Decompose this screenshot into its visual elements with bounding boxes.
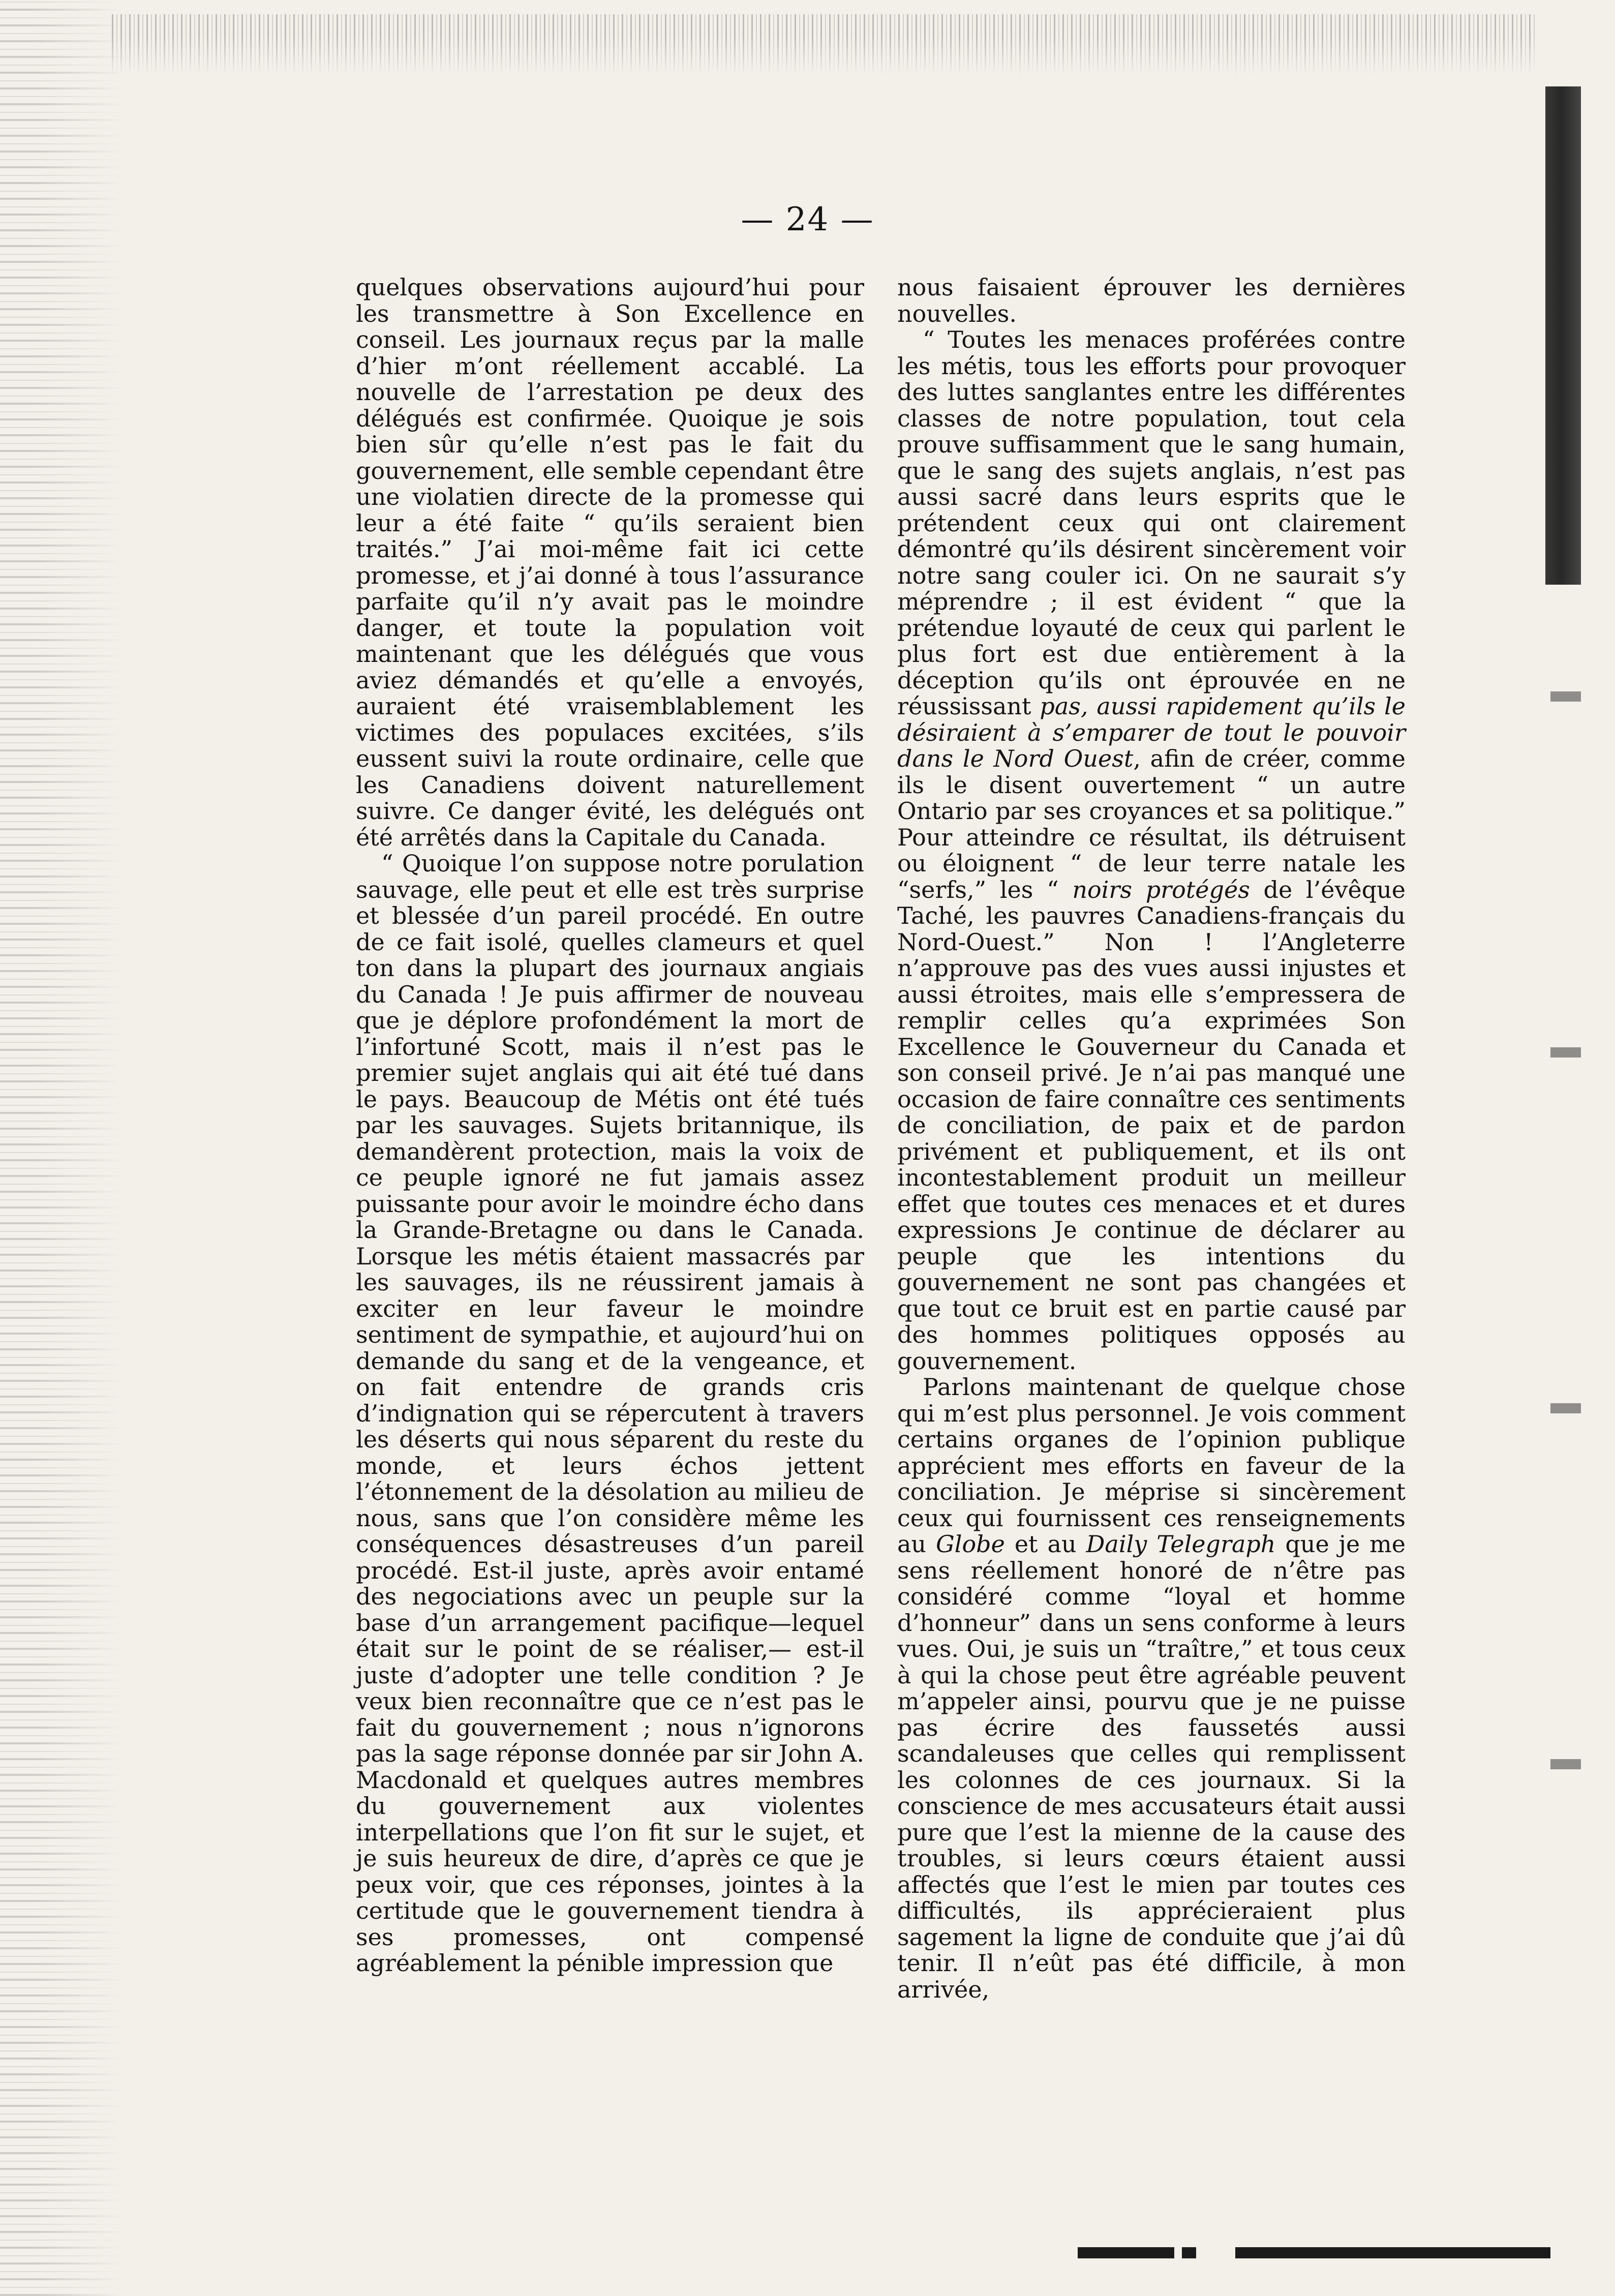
scan-noise-top: [112, 14, 1535, 75]
text-run: “ Toutes les menaces proférées contre les métis, tous les efforts pour provoquer des luttes sanglantes entre les différentes classes de notre population, tout cela prouve suffisamment que le sang humain, que le sang des sujets anglais, n’est pas aussi sacré dans leurs esprits que le prétendent ceux qui ont clairement démontré qu’ils désirent sincèrement voir notre sang couler ici. On ne saurait s’y méprendre ; il est évident “ que la prétendue loyauté de ceux qui parlent le plus fort est due entièrement à la déception qu’ils ont éprouvée en ne réussissant: [897, 326, 1406, 720]
text-run: de l’évêque Taché, les pauvres Canadiens-français du Nord-Ouest.” Non ! l’Angleterre n’approuve pas des vues aussi injustes et aussi étroites, mais elle s’empressera de remplir celles qu’a exprimées Son Excellence le Gouverneur du Canada et son conseil privé. Je n’ai pas manqué une occasion de faire connaître ces sentiments de conciliation, de paix et de pardon privément et publiquement, et ils ont incontestablement produit un meilleur effet que toutes ces menaces et et dures expressions Je continue de déclarer au peuple que les intentions du gouvernement ne sont pas changées et que tout ce bruit est en partie causé par des hommes politiques opposés au gouvernement.: [897, 875, 1406, 1375]
text-column-left: [356, 275, 864, 1977]
text-run: “ Quoique l’on suppose notre porulation sauvage, elle peut et elle est très surprise et blessée d’un pareil procédé. En outre de ce fait isolé, quelles clameurs et quel ton dans la plupart des journaux angiais du Canada ! Je puis affirmer de nouveau que je déplore profondément la mort de l’infortuné Scott, mais il n’est pas le premier sujet anglais qui ait été tué dans le pays. Beaucoup de Métis ont été tués par les sauvages. Sujets britannique, ils demandèrent protection, mais la voix de ce peuple ignoré ne fut jamais assez puissante pour avoir le moindre écho dans la Grande-Bretagne ou dans le Canada. Lorsque les métis étaient massacrés par les sauvages, ils ne réussirent jamais à exciter en leur faveur le moindre sentiment de sympathie, et aujourd’hui on demande du sang et de la vengeance, et on fait entendre de grands cris d’indignation qui se répercutent à travers les déserts qui nous séparent du reste du monde, et leurs échos jettent l’étonnement de la désolation au milieu de nous, sans que l’on considère même les conséquences désastreuses d’un pareil procédé. Est-il juste, après avoir entamé des negociations avec un peuple sur la base d’un arrangement pacifique—lequel était sur le point de se réaliser,— est-il juste d’adopter une telle condition ? Je veux bien reconnaître que ce n’est pas le fait du gouvernement ; nous n’ignorons pas la sage réponse donnée par sir John A. Macdonald et quelques autres membres du gouvernement aux violentes interpellations que l’on fit sur le sujet, et je suis heureux de dire, d’après ce que je peux voir, que ces réponses, jointes à la certitude que le gouvernement tiendra à ses promesses, ont compensé agréablement la pénible impression que: [356, 850, 864, 1977]
text-run: que je me sens réellement honoré de n’être pas considéré comme “loyal et homme d’honneur” dans un sens conforme à leurs vues. Oui, je suis un “traître,” et tous ceux à qui la chose peut être agréable peuvent m’appeler ainsi, pourvu que je ne puisse pas écrire des faussetés aussi scandaleuses que celles qui remplissent les colonnes de ces journaux. Si la conscience de mes accusateurs était aussi pure que l’est la mienne de la cause des troubles, si leurs cœurs étaient aussi affectés que l’est le mien par toutes ces difficultés, ils apprécieraient plus sagement la ligne de conduite que j’ai dû tenir. Il n’eût pas été difficile, à mon arrivée,: [897, 1530, 1406, 2003]
text-run: nous faisaient éprouver les dernières nouvelles.: [897, 274, 1406, 327]
italic-text: Globe: [936, 1530, 1005, 1558]
text-run: Parlons maintenant de quelque chose qui m’est plus personnel. Je vois comment certains organes de l’opinion publique apprécient mes efforts en faveur de la conciliation. Je méprise si sincèrement ceux qui fournissent ces renseignements au: [897, 1373, 1406, 1558]
scan-rule-bottom-left: [1078, 2247, 1174, 2258]
page-number: — 24 —: [741, 201, 874, 238]
italic-text: noirs protégés: [1072, 875, 1250, 903]
italic-text: pas, aussi rapidement qu’ils le désiraient à s’emparer de tout le pouvoir dans le Nord Ouest: [897, 692, 1406, 772]
text-run: , afin de créer, comme ils le disent ouvertement “ un autre Ontario par ses croyances et sa politique.” Pour atteindre ce résultat, ils détruisent ou éloignent “ de leur terre natale les “serfs,” les “: [897, 745, 1406, 903]
paragraph: [356, 275, 864, 851]
text-column-right: [897, 275, 1406, 2003]
scan-edge-marks: [1550, 610, 1581, 1983]
scan-rule-bottom-mid: [1182, 2247, 1196, 2258]
scan-binding-shadow: [1545, 86, 1581, 585]
scan-noise-left: [0, 0, 122, 2296]
scan-rule-bottom-right: [1235, 2247, 1550, 2258]
paragraph: [897, 275, 1406, 327]
paragraph: [897, 327, 1406, 1374]
text-run: et au: [1004, 1530, 1086, 1558]
paragraph: [897, 1374, 1406, 2003]
text-run: quelques observations aujourd’hui pour les transmettre à Son Excellence en conseil. Les journaux reçus par la malle d’hier m’ont réellement accablé. La nouvelle de l’arrestation pe deux des délégués est confirmée. Quoique je sois bien sûr qu’elle n’est pas le fait du gouvernement, elle semble cependant être une violatien directe de la promesse qui leur a été faite “ qu’ils seraient bien traités.” J’ai moi-même fait ici cette promesse, et j’ai donné à tous l’assurance parfaite qu’il n’y avait pas le moindre danger, et toute la population voit maintenant que les délégués que vous aviez démandés et qu’elle a envoyés, auraient été vraisemblablement les victimes des populaces excitées, s’ils eussent suivi la route ordinaire, celle que les Canadiens doivent naturellement suivre. Ce danger évité, les delégués ont été arrêtés dans la Capitale du Canada.: [356, 274, 864, 851]
italic-text: Daily Telegraph: [1086, 1530, 1276, 1558]
paragraph: [356, 851, 864, 1977]
